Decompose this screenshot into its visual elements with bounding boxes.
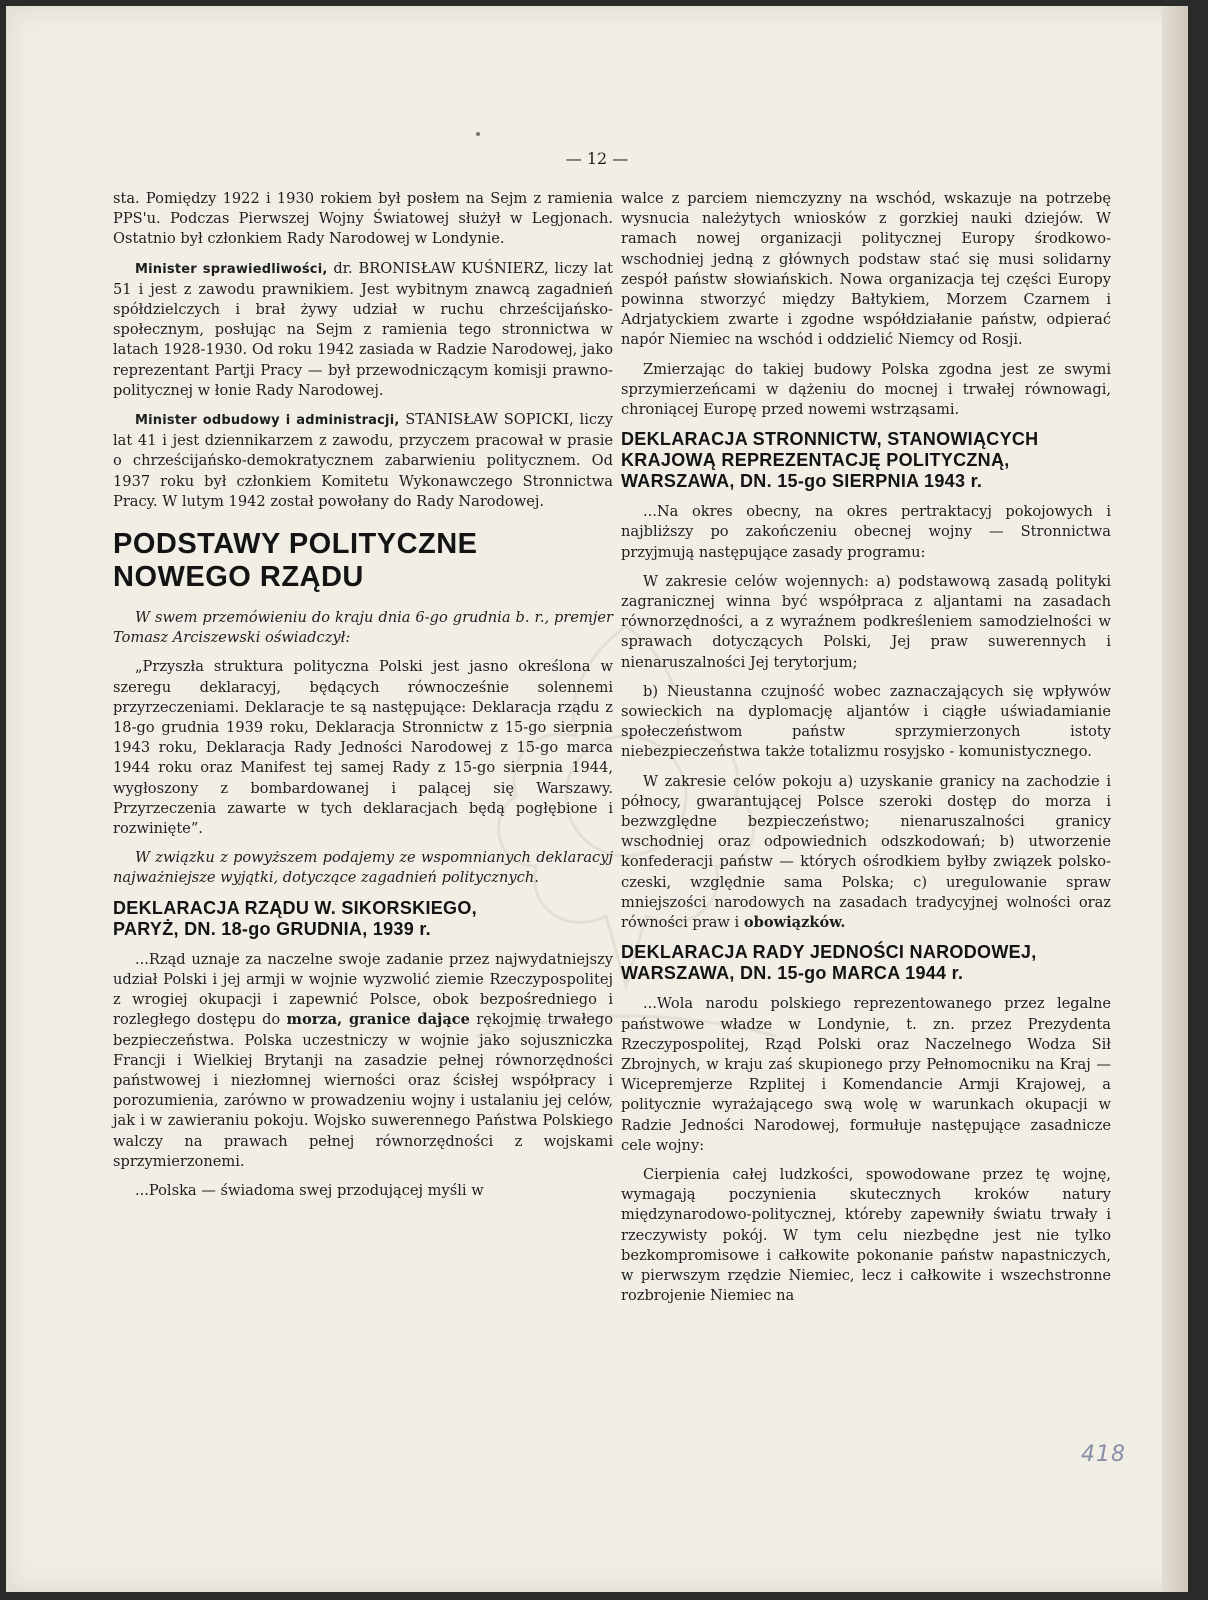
paragraph-minister-reconstruction — [113, 410, 613, 512]
subhead-line: KRAJOWĄ REPREZENTACJĘ POLITYCZNĄ, — [621, 450, 1010, 471]
paragraph-minister-justice — [113, 259, 613, 401]
paragraph: ...Wola narodu polskiego reprezentowanego przez legalne państwowe władze w Londynie, t. zn. przez Prezydenta Rzeczypospolitej, Rząd Polski oraz Naczelnego Wodza Sił Zbrojnych, w kraju zaś skupionego przy Pełnomocniku na Kraj — Wicepremjerze Rzplitej i Komendancie Armji Krajowej, a politycznie wyrażającego swą wolę w warunkach okupacji w Radzie Jedności Narodowej, formułuje następujące zasadnicze cele wojny: — [621, 995, 1111, 1154]
paragraph-text: ...Rząd uznaje za naczelne swoje zadanie przez najwydatniejszy udział Polski i jej armji w wojnie wyzwolić ziemie Rzeczypospolitej z wrogiej okupacji i zapewnić Polsce, obok bezpośredniego i rozległego dostępu do — [113, 950, 613, 1029]
subhead-sikorski-declaration — [113, 898, 613, 940]
paragraph-text: rękojmię trwałego bezpieczeństwa. Polska uczestniczy w wojnie jako sojuszniczka Francji i Wielkiej Brytanji na zasadzie pełnej równorzędności państwowej i niezłomnej wierności oraz ścisłej współpracy i porozumienia, zarówno w prowadzeniu wojny i ustalaniu jej celów, jak i w zawieraniu pokoju. Wojsko suwerennego Państwa Polskiego walczy na prawach pełnej równorzędności z wojskami sprzymierzonemi. — [113, 1011, 614, 1170]
subhead-line: WARSZAWA, DN. 15-go MARCA 1944 r. — [621, 963, 964, 984]
paragraph: b) Nieustanna czujność wobec zaznaczających się wpływów sowieckich na dyplomację aljantów i ciągłe uświadamianie społeczeństwom państw sprzymierzonych istoty niebezpieczeństwa także totalizmu rosyjsko - komunistycznego. — [621, 682, 1111, 761]
subhead-parties-declaration — [621, 429, 1111, 492]
paragraph: Zmierzając do takiej budowy Polska zgodna jest ze swymi sprzymierzeńcami w dążeniu do mocnej i trwałej równowagi, chroniącej Europę przed nowemi wstrząsami. — [621, 360, 1111, 419]
document-page — [6, 6, 1188, 1592]
paragraph — [113, 950, 613, 1172]
note-italic: W związku z powyższem podajemy ze wspomnianych deklaracyj najważniejsze wyjątki, dotyczące zagadnień politycznych. — [113, 849, 613, 887]
handwritten-page-note: 418 — [1081, 1442, 1126, 1467]
bold-text: obowiązków. — [743, 914, 846, 932]
quote-paragraph: „Przyszła struktura polityczna Polski jest jasno określona w szeregu deklaracyj, będących równocześnie solennemi przyrzeczeniami. Deklaracje te są następujące: Deklaracja rządu z 18-go grudnia 1939 roku, Deklaracja Stronnictw z 15-go sierpnia 1943 roku, Deklaracja Rady Jedności Narodowej z 15-go marca 1944 roku oraz Manifest tej samej Rady z 15-go sierpnia 1944, wygłoszony z bombardowanej i palącej się Warszawy. Przyrzeczenia zawarte w tych deklaracjach będą pogłębione i rozwinięte”. — [113, 658, 613, 838]
subhead-line: DEKLARACJA RADY JEDNOŚCI NARODOWEJ, — [621, 942, 1037, 963]
page-number: — 12 — — [565, 149, 629, 168]
paragraph-text: STANISŁAW SOPICKI, liczy lat 41 i jest dziennikarzem z zawodu, przyczem pracował w prasie o chrześcijańsko-demokratycznem zabarwieniu politycznem. Od 1937 roku był członkiem Komitetu Wykonawczego Stronnictwa Pracy. W lutym 1942 został powołany do Rady Narodowej. — [113, 411, 613, 510]
paragraph: Cierpienia całej ludzkości, spowodowane przez tę wojnę, wymagają poczynienia skutecznych kroków natury międzynarodowo-politycznej, któreby zapewniły światu trwały i rzeczywisty pokój. W tym celu niezbędne jest nie tylko bezkompromisowe i całkowite pokonanie państw napastniczych, w pierwszym rzędzie Niemiec, lecz i całkowite i wszechstronne rozbrojenie Niemiec na — [621, 1165, 1111, 1305]
right-column — [621, 189, 1111, 1315]
paragraph: W zakresie celów wojennych: a) podstawową zasadą polityki zagranicznej winna być współpraca z aljantami na zasadach równorzędności, a z wyraźnem podkreśleniem samodzielności w sprawach dotyczących Polski, Jej praw suwerennych i nienaruszalności Jej terytorjum; — [621, 572, 1111, 671]
left-column — [113, 189, 613, 1210]
subhead-line: DEKLARACJA STRONNICTW, STANOWIĄCYCH — [621, 429, 1039, 450]
paragraph — [621, 772, 1111, 934]
subhead-council-declaration — [621, 942, 1111, 984]
section-title — [113, 528, 613, 594]
subhead-line: DEKLARACJA RZĄDU W. SIKORSKIEGO, — [113, 897, 477, 918]
bold-text: morza, granice dające — [286, 1011, 470, 1029]
paragraph: ...Na okres obecny, na okres pertraktacyj pokojowych i najbliższy po zakończeniu obecnej wojny — Stronnictwa przyjmują następujące zasady programu: — [621, 503, 1111, 561]
minister-title: Minister sprawiedliwości, — [135, 261, 328, 277]
paragraph-text: W zakresie celów pokoju a) uzyskanie granicy na zachodzie i północy, gwarantującej Polsce szeroki dostęp do morza i bezwzględne bezpieczeństwo; nienaruszalności granicy wschodniej oraz odpowiednich odszkodowań; b) utworzenie konfederacji państw — których ośrodkiem byłby związek polsko-czeski, względnie sama Polska; c) uregulowanie spraw mniejszości narodowych na zasadach tradycyjnej wolności oraz równości praw i — [621, 772, 1111, 932]
section-title-line: NOWEGO RZĄDU — [113, 561, 364, 594]
paragraph: sta. Pomiędzy 1922 i 1930 rokiem był posłem na Sejm z ramienia PPS'u. Podczas Pierwszej Wojny Światowej służył w Legjonach. Ostatnio był członkiem Rady Narodowej w Londynie. — [113, 190, 613, 248]
paragraph: ...Polska — świadoma swej przodującej myśli w — [135, 1181, 484, 1199]
minister-title: Minister odbudowy i administracji, — [135, 413, 400, 429]
intro-italic: W swem przemówieniu do kraju dnia 6-go grudnia b. r., premjer Tomasz Arciszewski oświadczył: — [113, 609, 613, 647]
ink-speck — [476, 132, 480, 136]
paragraph-text: dr. BRONISŁAW KUŚNIERZ, liczy lat 51 i jest z zawodu prawnikiem. Jest wybitnym znawcą zagadnień spółdzielczych i brał żywy udział w ruchu chrześcijańsko-społecznym, posłując na Sejm z ramienia tego stronnictwa w latach 1928-1930. Od roku 1942 zasiada w Radzie Narodowej, jako reprezentant Partji Pracy — był przewodniczącym komisji prawno-politycznej w łonie Rady Narodowej. — [113, 259, 613, 399]
subhead-line: WARSZAWA, DN. 15-go SIERPNIA 1943 r. — [621, 471, 983, 492]
section-title-line: PODSTAWY POLITYCZNE — [113, 528, 478, 561]
subhead-line: PARYŻ, DN. 18-go GRUDNIA, 1939 r. — [113, 918, 431, 939]
paragraph: walce z parciem niemczyzny na wschód, wskazuje na potrzebę wysnucia należytych wniosków z gorzkiej nauki dziejów. W ramach nowej organizacji politycznej Europy środkowo-wschodniej jedną z głównych podstaw stać się musi solidarny zespół państw słowiańskich. Nowa organizacja tej części Europy powinna stworzyć między Bałtykiem, Morzem Czarnem i Adrjatyckiem zwarte i zgodne współdziałanie państw, odpierać napór Niemiec na wschód i oddzielić Niemcy od Rosji. — [621, 190, 1111, 349]
page-edge — [1162, 6, 1188, 1592]
